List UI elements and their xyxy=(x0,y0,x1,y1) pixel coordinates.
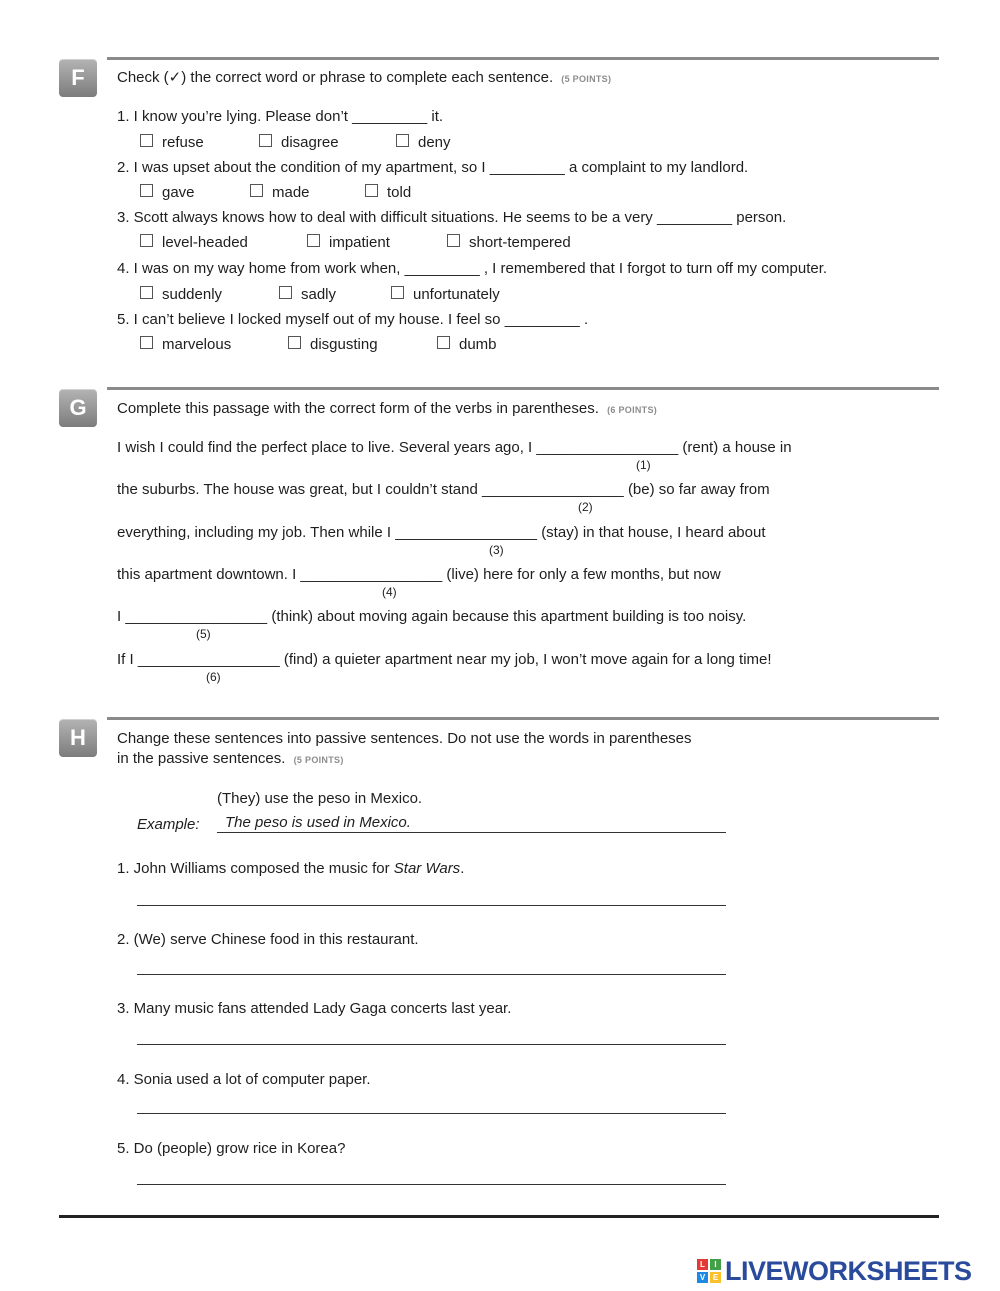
option-label: refuse xyxy=(162,134,204,151)
question-f5: 5. I can’t believe I locked myself out of my house. I feel so _________ . xyxy=(117,311,589,328)
question-f1: 1. I know you’re lying. Please don’t _________ it. xyxy=(117,108,444,125)
option-f3-b[interactable] xyxy=(307,234,390,251)
answer-line-1[interactable] xyxy=(137,905,726,906)
option-f2-a[interactable] xyxy=(140,184,195,201)
answer-line-4[interactable] xyxy=(137,1113,726,1114)
question-h1-title: Star Wars xyxy=(393,860,461,877)
logo-grid-cell: E xyxy=(710,1272,721,1283)
option-f5-a[interactable] xyxy=(140,336,231,353)
question-h1 xyxy=(117,860,464,877)
checkbox[interactable] xyxy=(396,134,409,147)
section-h-instruction-line2 xyxy=(117,750,344,767)
section-f-rule xyxy=(107,57,939,60)
logo-grid-cell: V xyxy=(697,1272,708,1283)
section-f-instruction xyxy=(117,68,611,86)
passage-line-4: this apartment downtown. I _________________ (live) here for only a few months, but now xyxy=(117,566,721,583)
option-label: gave xyxy=(162,184,195,201)
option-label: deny xyxy=(418,134,451,151)
option-label: made xyxy=(272,184,310,201)
answer-line-5[interactable] xyxy=(137,1184,726,1185)
checkbox[interactable] xyxy=(288,336,301,349)
option-label: unfortunately xyxy=(413,286,500,303)
section-f-instruction-text: Check (✓) the correct word or phrase to complete each sentence. xyxy=(117,69,554,86)
logo-grid-cell: L xyxy=(697,1259,708,1270)
option-label: disagree xyxy=(281,134,339,151)
question-h5: 5. Do (people) grow rice in Korea? xyxy=(117,1140,346,1157)
blank-number-1: (1) xyxy=(636,458,651,472)
blank-number-3: (3) xyxy=(489,543,504,557)
logo-grid-icon xyxy=(697,1259,721,1283)
logo-grid-cell: I xyxy=(710,1259,721,1270)
blank-number-5: (5) xyxy=(196,627,211,641)
option-f3-a[interactable] xyxy=(140,234,248,251)
question-f3: 3. Scott always knows how to deal with difficult situations. He seems to be a very _________ person. xyxy=(117,209,787,226)
option-label: told xyxy=(387,184,412,201)
checkbox[interactable] xyxy=(437,336,450,349)
section-h-instruction-line1: Change these sentences into passive sentences. Do not use the words in parentheses xyxy=(117,730,692,747)
option-label: sadly xyxy=(301,286,337,303)
section-h-rule xyxy=(107,717,939,720)
option-label: disgusting xyxy=(310,336,378,353)
footer-rule xyxy=(59,1215,939,1218)
passage-line-2: the suburbs. The house was great, but I couldn’t stand _________________ (be) so far away from xyxy=(117,481,770,498)
checkbox[interactable] xyxy=(447,234,460,247)
option-label: marvelous xyxy=(162,336,232,353)
question-h2: 2. (We) serve Chinese food in this restaurant. xyxy=(117,931,419,948)
section-g-points: (6 POINTS) xyxy=(607,405,658,415)
checkbox[interactable] xyxy=(140,184,153,197)
option-f1-a[interactable] xyxy=(140,134,204,151)
example-label: Example: xyxy=(137,816,200,833)
checkbox[interactable] xyxy=(365,184,378,197)
example-prompt: (They) use the peso in Mexico. xyxy=(217,790,423,807)
checkbox[interactable] xyxy=(391,286,404,299)
option-label: short-tempered xyxy=(469,234,571,251)
section-h-badge: H xyxy=(59,719,97,757)
option-label: dumb xyxy=(459,336,497,353)
option-label: impatient xyxy=(329,234,390,251)
section-f-points: (5 POINTS) xyxy=(561,74,612,84)
question-h3: 3. Many music fans attended Lady Gaga concerts last year. xyxy=(117,1000,512,1017)
logo-text: LIVEWORKSHEETS xyxy=(725,1256,972,1286)
checkbox[interactable] xyxy=(250,184,263,197)
option-f3-c[interactable] xyxy=(447,234,571,251)
blank-number-6: (6) xyxy=(206,670,221,684)
section-g-instruction-text: Complete this passage with the correct form of the verbs in parentheses. xyxy=(117,400,599,417)
question-h1-text: 1. John Williams composed the music for xyxy=(117,860,394,877)
passage-line-6: If I _________________ (find) a quieter apartment near my job, I won’t move again for a long time! xyxy=(117,651,772,668)
question-f4: 4. I was on my way home from work when, _________ , I remembered that I forgot to turn off my computer. xyxy=(117,260,828,277)
blank-number-4: (4) xyxy=(382,585,397,599)
answer-line-2[interactable] xyxy=(137,974,726,975)
option-f4-a[interactable] xyxy=(140,286,222,303)
option-f5-c[interactable] xyxy=(437,336,497,353)
checkbox[interactable] xyxy=(259,134,272,147)
question-h1-end: . xyxy=(460,860,465,877)
passage-line-5: I _________________ (think) about moving again because this apartment building is too noisy. xyxy=(117,608,747,625)
option-f4-b[interactable] xyxy=(279,286,336,303)
passage-line-3: everything, including my job. Then while I _________________ (stay) in that house, I heard about xyxy=(117,524,766,541)
option-label: level-headed xyxy=(162,234,248,251)
option-f1-c[interactable] xyxy=(396,134,451,151)
answer-line-3[interactable] xyxy=(137,1044,726,1045)
option-f1-b[interactable] xyxy=(259,134,339,151)
option-f5-b[interactable] xyxy=(288,336,378,353)
question-f2: 2. I was upset about the condition of my apartment, so I _________ a complaint to my landlord. xyxy=(117,159,749,176)
example-answer: The peso is used in Mexico. xyxy=(217,813,726,833)
option-f4-c[interactable] xyxy=(391,286,500,303)
checkbox[interactable] xyxy=(140,134,153,147)
blank-number-2: (2) xyxy=(578,500,593,514)
passage-line-1: I wish I could find the perfect place to live. Several years ago, I _________________ (rent) a house in xyxy=(117,439,792,456)
section-h-instruction-text: in the passive sentences. xyxy=(117,750,286,767)
section-g-instruction xyxy=(117,400,657,417)
section-g-rule xyxy=(107,387,939,390)
checkbox[interactable] xyxy=(140,336,153,349)
checkbox[interactable] xyxy=(279,286,292,299)
question-h4: 4. Sonia used a lot of computer paper. xyxy=(117,1071,371,1088)
section-g-badge: G xyxy=(59,389,97,427)
option-label: suddenly xyxy=(162,286,223,303)
checkbox[interactable] xyxy=(140,234,153,247)
option-f2-b[interactable] xyxy=(250,184,310,201)
section-h-points: (5 POINTS) xyxy=(293,755,344,765)
checkbox[interactable] xyxy=(140,286,153,299)
checkbox[interactable] xyxy=(307,234,320,247)
option-f2-c[interactable] xyxy=(365,184,411,201)
section-f-badge: F xyxy=(59,59,97,97)
